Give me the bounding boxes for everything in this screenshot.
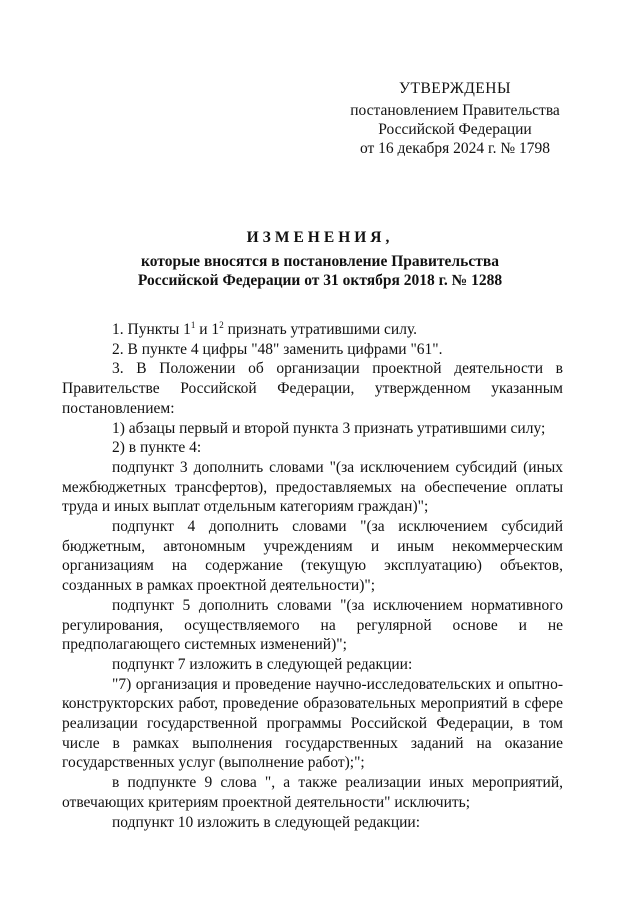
- subclause-7: подпункт 7 изложить в следующей редакции:: [112, 655, 413, 673]
- document-subtitle-line-2: Российской Федерации от 31 октября 2018 г. № 1288: [137, 272, 503, 289]
- approval-heading: УТВЕРЖДЕНЫ: [399, 80, 511, 97]
- subclause-10: подпункт 10 изложить в следующей редакции:: [112, 813, 421, 831]
- item-3-subitem-1: 1) абзацы первый и второй пункта 3 признать утратившими силу;: [112, 419, 546, 437]
- document-body: [62, 320, 563, 832]
- item-3: 3. В Положении об организации проектной деятельности в Правительстве Российской Федерации, утвержденном указанным постановлением:: [62, 360, 563, 417]
- approval-block: [330, 79, 580, 158]
- approval-line-1: постановлением Правительства: [350, 102, 560, 119]
- approval-line-2: Российской Федерации: [378, 121, 532, 138]
- item-3-subitem-2: 2) в пункте 4:: [112, 439, 202, 457]
- document-subtitle-line-1: которые вносятся в постановление Правительства: [141, 253, 499, 270]
- item-2: 2. В пункте 4 цифры "48" заменить цифрами "61".: [112, 340, 443, 358]
- subclause-7-text: "7) организация и проведение научно-исследовательских и опытно-конструкторских работ, проведение образовательных мероприятий в сфере реализации государственной программы Российской Федерации, в том числе в рамках выполнения государственных заданий на оказание государственных услуг (выполнение работ);";: [62, 675, 563, 772]
- subclause-4: подпункт 4 дополнить словами "(за исключением субсидий бюджетным, автономным учреждениям и иным некоммерческим организациям на содержание (текущую эксплуатацию) объектов, созданных в рамках проектной деятельности)";: [62, 518, 563, 595]
- document-title: ИЗМЕНЕНИЯ,: [246, 229, 394, 246]
- subclause-9: в подпункте 9 слова ", а также реализации иных мероприятий, отвечающих критериям проектной деятельности" исключить;: [62, 774, 563, 811]
- approval-line-3: от 16 декабря 2024 г. № 1798: [359, 140, 551, 157]
- subclause-3: подпункт 3 дополнить словами "(за исключением субсидий (иных межбюджетных трансфертов), предоставляемых на обеспечение оплаты труда и иных выплат отдельным категориям граждан)";: [62, 458, 563, 516]
- subclause-5: подпункт 5 дополнить словами "(за исключением нормативного регулирования, осуществляемого на регулярной основе и не предполагающего системных изменений)";: [62, 596, 563, 654]
- item-1: 1. Пункты $1^1$ и $1^2$ признать утратившими силу.: [112, 319, 418, 338]
